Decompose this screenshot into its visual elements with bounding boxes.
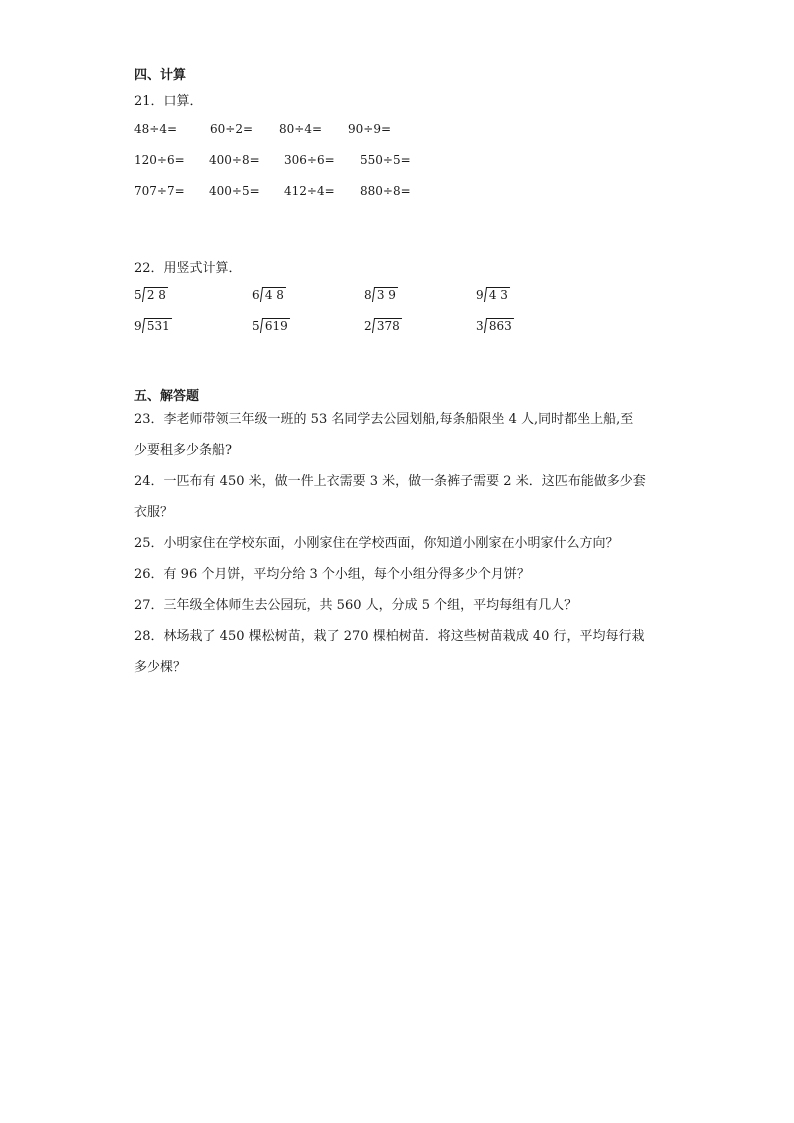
long-division-item bbox=[252, 318, 289, 333]
q28-line-2: 多少棵？ bbox=[134, 660, 187, 675]
divisor: 9 bbox=[476, 288, 484, 302]
long-division-item bbox=[364, 287, 397, 302]
divisor: 2 bbox=[364, 319, 372, 333]
q22-title: 22．用竖式计算． bbox=[134, 261, 242, 276]
divisor: 8 bbox=[364, 288, 372, 302]
q23-line-1: 23．李老师带领三年级一班的 53 名同学去公园划船,每条船限坐 4 人,同时都坐上船,至 bbox=[134, 412, 634, 427]
dividend: 863 bbox=[488, 319, 512, 333]
q25-line-1: 25．小明家住在学校东面，小刚家住在学校西面，你知道小刚家在小明家什么方向？ bbox=[134, 536, 619, 551]
oral-calc-item: 412÷4= bbox=[284, 184, 335, 198]
divisor: 6 bbox=[252, 288, 260, 302]
oral-calc-item: 90÷9= bbox=[348, 122, 392, 136]
division-bracket bbox=[484, 287, 510, 302]
oral-calc-item: 120÷6= bbox=[134, 153, 185, 167]
division-bracket bbox=[484, 318, 514, 333]
divisor: 3 bbox=[476, 319, 484, 333]
oral-calc-item: 400÷8= bbox=[209, 153, 260, 167]
long-division-item bbox=[476, 287, 509, 302]
division-bracket bbox=[372, 318, 402, 333]
long-division-item bbox=[476, 318, 513, 333]
division-bracket bbox=[372, 287, 398, 302]
q24-line-2: 衣服？ bbox=[134, 505, 174, 520]
section-5-heading: 五、解答题 bbox=[134, 389, 200, 404]
oral-calc-item: 550÷5= bbox=[360, 153, 411, 167]
dividend: 2 8 bbox=[146, 288, 166, 302]
divisor: 5 bbox=[252, 319, 260, 333]
long-division-item bbox=[134, 318, 171, 333]
dividend: 3 9 bbox=[376, 288, 396, 302]
oral-calc-item: 400÷5= bbox=[209, 184, 260, 198]
oral-calc-item: 707÷7= bbox=[134, 184, 185, 198]
q24-line-1: 24．一匹布有 450 米，做一件上衣需要 3 米，做一条裤子需要 2 米．这匹布能做多少套 bbox=[134, 474, 646, 489]
dividend: 531 bbox=[146, 319, 170, 333]
dividend: 4 3 bbox=[488, 288, 508, 302]
division-bracket bbox=[142, 318, 172, 333]
oral-calc-item: 60÷2= bbox=[210, 122, 254, 136]
division-bracket bbox=[142, 287, 168, 302]
oral-calc-item: 80÷4= bbox=[279, 122, 323, 136]
dividend: 4 8 bbox=[264, 288, 284, 302]
divisor: 9 bbox=[134, 319, 142, 333]
oral-calc-item: 306÷6= bbox=[284, 153, 335, 167]
q26-line-1: 26．有 96 个月饼，平均分给 3 个小组，每个小组分得多少个月饼？ bbox=[134, 567, 530, 582]
q23-line-2: 少要租多少条船? bbox=[134, 443, 232, 458]
division-bracket bbox=[260, 318, 290, 333]
long-division-item bbox=[364, 318, 401, 333]
dividend: 378 bbox=[376, 319, 400, 333]
oral-calc-item: 48÷4= bbox=[134, 122, 178, 136]
divisor: 5 bbox=[134, 288, 142, 302]
dividend: 619 bbox=[264, 319, 288, 333]
q27-line-1: 27．三年级全体师生去公园玩，共 560 人，分成 5 个组，平均每组有几人？ bbox=[134, 598, 578, 613]
q21-title: 21．口算． bbox=[134, 94, 203, 109]
section-4-heading: 四、计算 bbox=[134, 68, 187, 83]
oral-calc-item: 880÷8= bbox=[360, 184, 411, 198]
long-division-item bbox=[134, 287, 167, 302]
long-division-item bbox=[252, 287, 285, 302]
division-bracket bbox=[260, 287, 286, 302]
q28-line-1: 28．林场栽了 450 棵松树苗，栽了 270 棵柏树苗．将这些树苗栽成 40 行，平均每行栽 bbox=[134, 629, 645, 644]
